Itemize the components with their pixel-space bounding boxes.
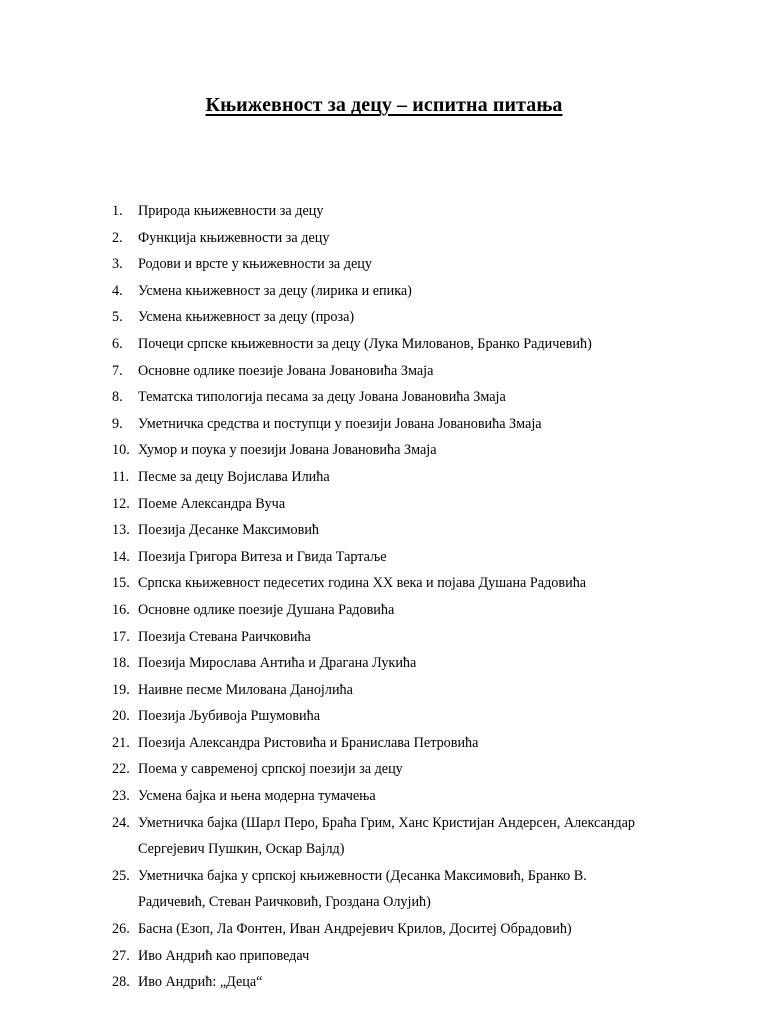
list-item-number: 10.: [112, 442, 130, 459]
list-item-number: 4.: [112, 282, 123, 299]
list-item-number: 3.: [112, 256, 123, 273]
list-item-text: Српска књижевност педесетих година XX века и појава Душана Радовића: [138, 575, 587, 592]
list-item-number: 16.: [112, 601, 130, 618]
list-item-number: 5.: [112, 309, 123, 326]
list-item: [112, 225, 652, 252]
list-item: [112, 491, 652, 518]
list-item-number: 19.: [112, 681, 130, 698]
list-item-number: 28.: [112, 974, 130, 991]
list-item: [112, 304, 652, 331]
list-item: [112, 597, 652, 624]
list-item: [112, 916, 652, 943]
list-item-text: Основне одлике поезије Душана Радовића: [138, 601, 395, 618]
list-item-text: Усмена књижевност за децу (лирика и епика): [138, 282, 412, 299]
list-item-number: 17.: [112, 628, 130, 645]
list-item: [112, 517, 652, 544]
list-item: [112, 730, 652, 757]
list-item: [112, 863, 652, 916]
list-item-text: Усмена бајка и њена модерна тумачења: [138, 788, 376, 805]
list-item-text: Наивне песме Милована Данојлића: [138, 681, 353, 698]
list-item-text: Поезија Григора Витеза и Гвида Тартаље: [138, 548, 387, 565]
list-item-text: Поезија Мирослава Антића и Драгана Лукића: [138, 655, 417, 672]
list-item-text: Поезија Љубивоја Ршумовића: [138, 708, 321, 725]
list-item-number: 1.: [112, 203, 123, 219]
list-item-text: Иво Андрић: „Деца“: [138, 974, 263, 991]
list-item-text: Уметничка бајка у српској књижевности (Десанка Максимовић, Бранко В. Радичевић, Стеван Раичковић, Гроздана Олујић): [138, 867, 587, 911]
list-item-number: 11.: [112, 468, 130, 485]
list-item-number: 21.: [112, 734, 130, 751]
list-item: [112, 358, 652, 385]
list-item-number: 9.: [112, 415, 123, 432]
question-list: [112, 198, 652, 996]
list-item-number: 15.: [112, 575, 130, 592]
list-item-text: Поема у савременој српској поезији за децу: [138, 761, 403, 778]
list-item: [112, 624, 652, 651]
list-item-number: 14.: [112, 548, 130, 565]
list-item-number: 6.: [112, 335, 123, 352]
list-item-number: 22.: [112, 761, 130, 778]
list-item: [112, 677, 652, 704]
list-item-number: 2.: [112, 229, 123, 246]
list-item: [112, 783, 652, 810]
document-title: Књижевност за децу – испитна питања: [205, 94, 563, 116]
list-item-number: 18.: [112, 655, 130, 672]
list-item: [112, 384, 652, 411]
list-item: [112, 464, 652, 491]
list-item: [112, 544, 652, 571]
list-item-text: Иво Андрић као приповедач: [138, 947, 310, 964]
list-item: [112, 251, 652, 278]
list-item-text: Основне одлике поезије Јована Јовановића Змаја: [138, 362, 434, 379]
list-item-number: 23.: [112, 788, 130, 805]
list-item-text: Уметничка средства и поступци у поезији Јована Јовановића Змаја: [138, 415, 542, 432]
list-item-number: 13.: [112, 522, 130, 539]
list-item: [112, 810, 652, 863]
list-item: [112, 570, 652, 597]
list-item: [112, 969, 652, 996]
list-item-text: Поеме Александра Вуча: [138, 495, 286, 512]
list-item-text: Родови и врсте у књижевности за децу: [138, 256, 372, 273]
list-item: [112, 411, 652, 438]
list-item-text: Природа књижевности за децу: [138, 203, 324, 219]
list-item-text: Поезија Десанке Максимовић: [138, 522, 320, 539]
list-item: [112, 437, 652, 464]
list-item: [112, 943, 652, 970]
list-item-text: Тематска типологија песама за децу Јована Јовановића Змаја: [138, 389, 506, 406]
list-item-text: Уметничка бајка (Шарл Перо, Браћа Грим, Ханс Кристијан Андерсен, Александар Сергејевич Пушкин, Оскар Вајлд): [138, 814, 635, 858]
list-item-number: 24.: [112, 814, 130, 831]
list-item-text: Поезија Стевана Раичковића: [138, 628, 311, 645]
list-item-number: 12.: [112, 495, 130, 512]
list-item: [112, 703, 652, 730]
list-item-text: Усмена књижевност за децу (проза): [138, 309, 355, 326]
list-item-number: 26.: [112, 921, 130, 938]
list-item-text: Хумор и поука у поезији Јована Јовановића Змаја: [138, 442, 437, 459]
list-item-text: Песме за децу Војислава Илића: [138, 468, 330, 485]
list-item: [112, 278, 652, 305]
list-item-text: Функција књижевности за децу: [138, 229, 330, 246]
list-item: [112, 331, 652, 358]
list-item: [112, 756, 652, 783]
list-item: [112, 198, 652, 225]
list-item-number: 25.: [112, 867, 130, 884]
list-item: [112, 650, 652, 677]
list-item-number: 7.: [112, 362, 123, 379]
list-item-text: Поезија Александра Ристовића и Бранислава Петровића: [138, 734, 479, 751]
list-item-text: Басна (Езоп, Ла Фонтен, Иван Андрејевич Крилов, Доситеј Обрадовић): [138, 921, 572, 938]
list-item-number: 20.: [112, 708, 130, 725]
list-item-text: Почеци српске књижевности за децу (Лука Милованов, Бранко Радичевић): [138, 335, 592, 352]
list-item-number: 27.: [112, 947, 130, 964]
list-item-number: 8.: [112, 389, 123, 406]
